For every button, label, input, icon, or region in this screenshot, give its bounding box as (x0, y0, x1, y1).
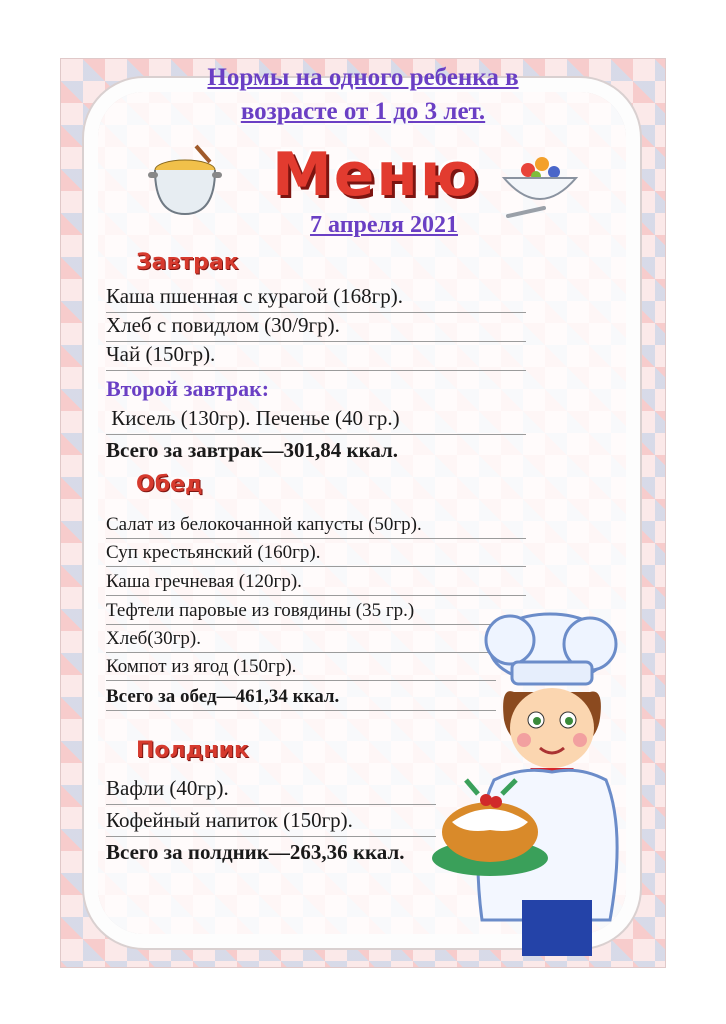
norms-title-line-2: возрасте от 1 до 3 лет. (240, 98, 486, 125)
snack-total: Всего за полдник—263,36 ккал. (106, 840, 405, 864)
line-rule (106, 434, 526, 435)
section-title-snack: Полдник (136, 738, 249, 763)
snack-item: Кофейный напиток (150гр). (106, 808, 353, 832)
line-rule (106, 566, 526, 567)
line-rule (106, 804, 436, 805)
norms-title-line-1: Нормы на одного ребенка в (207, 64, 519, 91)
second-breakfast-item: Кисель (130гр). Печенье (40 гр.) (106, 406, 400, 430)
menu-heading: Меню (272, 140, 481, 210)
breakfast-item: Чай (150гр). (106, 342, 216, 366)
menu-date: 7 апреля 2021 (310, 212, 458, 238)
line-rule (106, 538, 526, 539)
lunch-item: Компот из ягод (150гр). (106, 656, 297, 677)
lunch-item: Тефтели паровые из говядины (35 гр.) (106, 600, 415, 621)
section-title-second-breakfast: Второй завтрак: (106, 376, 270, 401)
lunch-item: Каша гречневая (120гр). (106, 571, 302, 592)
line-rule (106, 595, 526, 596)
soup-pot-icon (146, 138, 224, 220)
section-title-breakfast: Завтрак (136, 250, 239, 275)
line-rule (106, 836, 436, 837)
lunch-item: Салат из белокочанной капусты (50гр). (106, 514, 422, 535)
lunch-item: Хлеб(30гр). (106, 628, 201, 649)
section-title-lunch: Обед (136, 472, 203, 497)
breakfast-item: Хлеб с повидлом (30/9гр). (106, 313, 340, 337)
chef-illustration (430, 600, 660, 956)
lunch-total: Всего за обед—461,34 ккал. (106, 686, 340, 707)
breakfast-item: Каша пшенная с курагой (168гр). (106, 284, 403, 308)
lunch-item: Суп крестьянский (160гр). (106, 542, 321, 563)
breakfast-total: Всего за завтрак—301,84 ккал. (106, 438, 399, 462)
line-rule (106, 370, 526, 371)
snack-item: Вафли (40гр). (106, 776, 229, 800)
